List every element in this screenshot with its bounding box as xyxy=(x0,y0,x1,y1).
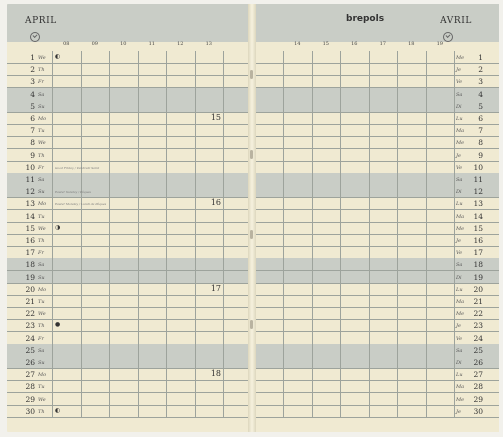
day-abbreviation: Fr xyxy=(38,79,44,86)
moon-phase-icon: ◐ xyxy=(55,53,61,60)
week-number: 16 xyxy=(210,198,221,208)
binding-stitch xyxy=(250,150,253,159)
hour-label: 18 xyxy=(408,41,415,47)
day-row xyxy=(256,88,499,101)
hour-column-line xyxy=(81,51,82,417)
day-row xyxy=(256,344,499,357)
day-number: 13 xyxy=(25,199,35,209)
day-number: 5 xyxy=(30,101,35,111)
day-abbreviation: Su xyxy=(38,360,45,366)
day-abbreviation: Sa xyxy=(456,177,463,183)
holiday-note: Easter Monday / Lundi de Pâques xyxy=(55,202,107,207)
day-row xyxy=(256,332,499,345)
day-number: 1 xyxy=(478,53,483,62)
day-number: 24 xyxy=(473,333,483,343)
day-number: 4 xyxy=(30,89,35,99)
week-number: 17 xyxy=(210,283,221,293)
day-number: 15 xyxy=(473,223,483,233)
day-abbreviation: Di xyxy=(456,103,462,110)
day-number: 14 xyxy=(25,211,35,221)
day-number: 8 xyxy=(30,138,35,148)
day-number: 25 xyxy=(473,345,483,355)
day-abbreviation: Di xyxy=(456,360,462,366)
day-number: 15 xyxy=(25,223,35,233)
day-abbreviation: Mo xyxy=(38,286,47,293)
day-number: 4 xyxy=(478,89,483,99)
hour-column-line xyxy=(454,51,455,417)
clock-icon xyxy=(443,32,453,42)
day-number: 16 xyxy=(25,236,35,245)
day-abbreviation: Lu xyxy=(456,116,463,122)
day-abbreviation: Ma xyxy=(456,128,465,135)
day-abbreviation: Mo xyxy=(38,116,47,122)
day-abbreviation: Ve xyxy=(456,79,463,86)
day-abbreviation: Su xyxy=(38,103,45,110)
day-row xyxy=(256,100,499,113)
hour-label: 08 xyxy=(63,41,70,47)
hour-label: 09 xyxy=(91,41,98,47)
day-row xyxy=(256,258,499,271)
hour-column-line xyxy=(340,51,341,417)
moon-phase-icon: ◑ xyxy=(55,223,61,231)
hour-column-line xyxy=(369,51,370,417)
day-abbreviation: Je xyxy=(456,67,461,74)
day-abbreviation: Tu xyxy=(38,128,45,135)
day-abbreviation: Lu xyxy=(456,372,463,379)
hour-label: 19 xyxy=(436,41,443,47)
day-number: 9 xyxy=(30,150,35,160)
day-abbreviation: Ve xyxy=(456,250,463,257)
day-abbreviation: Th xyxy=(38,323,45,330)
day-number: 2 xyxy=(478,65,483,75)
day-abbreviation: We xyxy=(38,140,46,147)
day-abbreviation: Ma xyxy=(456,213,465,220)
left-page-header xyxy=(7,4,248,42)
day-number: 23 xyxy=(473,321,483,331)
clock-icon xyxy=(30,32,40,42)
day-abbreviation: Tu xyxy=(38,384,45,391)
day-row xyxy=(256,271,499,284)
day-number: 3 xyxy=(478,77,483,87)
day-number: 26 xyxy=(25,358,35,367)
day-number: 30 xyxy=(25,406,35,416)
day-abbreviation: Fr xyxy=(38,335,44,342)
week-number: 18 xyxy=(210,369,221,379)
holiday-note: Good Friday / Vendredi Saint xyxy=(55,165,100,170)
day-number: 19 xyxy=(25,272,35,282)
day-row xyxy=(256,63,499,76)
hour-column-line xyxy=(52,51,53,417)
right-page xyxy=(256,4,499,432)
day-number: 22 xyxy=(473,309,483,319)
book-spine xyxy=(248,4,256,432)
month-title-french: AVRIL xyxy=(440,16,472,26)
day-abbreviation: Me xyxy=(456,396,465,403)
day-row xyxy=(256,405,499,418)
day-number: 3 xyxy=(30,77,35,87)
day-abbreviation: Ma xyxy=(456,384,465,391)
day-number: 2 xyxy=(30,65,35,75)
day-number: 26 xyxy=(473,358,483,367)
day-row xyxy=(256,173,499,186)
binding-stitch xyxy=(250,320,253,329)
day-row xyxy=(256,75,499,88)
day-number: 7 xyxy=(478,126,483,136)
day-row xyxy=(256,319,499,332)
day-abbreviation: Mo xyxy=(38,372,47,379)
day-number: 6 xyxy=(478,114,483,123)
hour-label: 10 xyxy=(120,41,127,47)
day-number: 5 xyxy=(478,101,483,111)
day-abbreviation: Ve xyxy=(456,164,463,171)
day-number: 28 xyxy=(473,382,483,392)
binding-stitch xyxy=(250,70,253,79)
hour-column-line xyxy=(426,51,427,417)
day-abbreviation: We xyxy=(38,225,46,232)
day-number: 29 xyxy=(25,394,35,404)
day-abbreviation: Th xyxy=(38,238,45,244)
day-abbreviation: Ma xyxy=(456,299,465,305)
hour-label: 13 xyxy=(205,41,212,47)
day-row xyxy=(256,185,499,198)
day-abbreviation: We xyxy=(38,55,46,61)
day-number: 27 xyxy=(25,370,35,380)
day-number: 6 xyxy=(30,114,35,123)
day-abbreviation: Me xyxy=(456,311,465,318)
right-page-header xyxy=(256,4,499,42)
hour-column-line xyxy=(312,51,313,417)
day-row xyxy=(256,149,499,162)
hour-label: 12 xyxy=(177,41,184,47)
day-number: 17 xyxy=(473,248,483,258)
day-number: 13 xyxy=(473,199,483,209)
day-row xyxy=(256,234,499,247)
day-number: 25 xyxy=(25,345,35,355)
day-number: 12 xyxy=(473,187,483,197)
day-abbreviation: Lu xyxy=(456,201,463,208)
day-number: 28 xyxy=(25,382,35,392)
day-abbreviation: Su xyxy=(38,274,45,281)
day-abbreviation: Sa xyxy=(38,91,45,98)
week-number: 15 xyxy=(210,113,221,122)
day-number: 1 xyxy=(30,53,35,62)
hour-column-line xyxy=(195,51,196,417)
day-row xyxy=(256,246,499,259)
hour-column-line xyxy=(138,51,139,417)
day-abbreviation: Fr xyxy=(38,250,44,257)
day-number: 10 xyxy=(473,162,483,172)
month-title-english: APRIL xyxy=(25,16,57,26)
day-abbreviation: Sa xyxy=(38,177,45,183)
day-number: 22 xyxy=(25,309,35,319)
day-abbreviation: We xyxy=(38,396,46,403)
day-abbreviation: Je xyxy=(456,152,461,159)
hour-label: 17 xyxy=(379,41,386,47)
day-abbreviation: Sa xyxy=(38,262,45,269)
hour-column-line xyxy=(109,51,110,417)
day-number: 19 xyxy=(473,272,483,282)
day-number: 20 xyxy=(473,284,483,294)
day-number: 16 xyxy=(473,236,483,245)
hour-column-line xyxy=(166,51,167,417)
day-row xyxy=(256,161,499,174)
hour-label: 15 xyxy=(322,41,329,47)
day-abbreviation: Sa xyxy=(456,262,463,269)
day-abbreviation: Mo xyxy=(38,201,47,208)
day-abbreviation: Su xyxy=(38,189,45,196)
day-abbreviation: Me xyxy=(456,55,465,61)
day-abbreviation: Sa xyxy=(38,347,45,354)
day-number: 20 xyxy=(25,284,35,294)
day-number: 18 xyxy=(25,260,35,270)
day-number: 8 xyxy=(478,138,483,148)
hour-label: 14 xyxy=(294,41,301,47)
day-number: 11 xyxy=(25,175,35,184)
day-abbreviation: Me xyxy=(456,140,465,147)
day-abbreviation: We xyxy=(38,311,46,318)
moon-phase-icon: ● xyxy=(55,321,61,329)
day-number: 12 xyxy=(25,187,35,197)
day-abbreviation: Th xyxy=(38,67,45,74)
moon-phase-icon: ◐ xyxy=(55,406,61,414)
day-abbreviation: Tu xyxy=(38,299,45,305)
day-abbreviation: Je xyxy=(456,408,461,415)
day-abbreviation: Ve xyxy=(456,335,463,342)
day-abbreviation: Di xyxy=(456,189,462,196)
day-number: 11 xyxy=(473,175,483,184)
day-abbreviation: Sa xyxy=(456,347,463,354)
hour-column-line xyxy=(397,51,398,417)
day-number: 21 xyxy=(25,297,35,306)
day-abbreviation: Fr xyxy=(38,164,44,171)
binding-stitch xyxy=(250,230,253,239)
day-number: 21 xyxy=(473,297,483,306)
day-number: 9 xyxy=(478,150,483,160)
day-abbreviation: Di xyxy=(456,274,462,281)
day-number: 24 xyxy=(25,333,35,343)
day-number: 17 xyxy=(25,248,35,258)
day-abbreviation: Th xyxy=(38,152,45,159)
brand-logo-text: brepols xyxy=(346,14,385,24)
left-page xyxy=(7,4,248,432)
day-number: 10 xyxy=(25,162,35,172)
day-number: 18 xyxy=(473,260,483,270)
hour-label: 11 xyxy=(148,41,155,47)
day-number: 7 xyxy=(30,126,35,136)
day-abbreviation: Sa xyxy=(456,91,463,98)
hour-column-line xyxy=(283,51,284,417)
holiday-note: Easter Sunday / Pâques xyxy=(55,190,91,195)
hour-label: 16 xyxy=(351,41,358,47)
hour-column-line xyxy=(223,51,224,417)
day-number: 29 xyxy=(473,394,483,404)
day-abbreviation: Me xyxy=(456,225,465,232)
day-abbreviation: Je xyxy=(456,238,461,244)
day-number: 14 xyxy=(473,211,483,221)
day-abbreviation: Lu xyxy=(456,286,463,293)
day-abbreviation: Je xyxy=(456,323,461,330)
day-abbreviation: Tu xyxy=(38,213,45,220)
day-number: 27 xyxy=(473,370,483,380)
day-number: 30 xyxy=(473,406,483,416)
day-number: 23 xyxy=(25,321,35,331)
day-abbreviation: Th xyxy=(38,408,45,415)
day-row xyxy=(256,356,499,369)
